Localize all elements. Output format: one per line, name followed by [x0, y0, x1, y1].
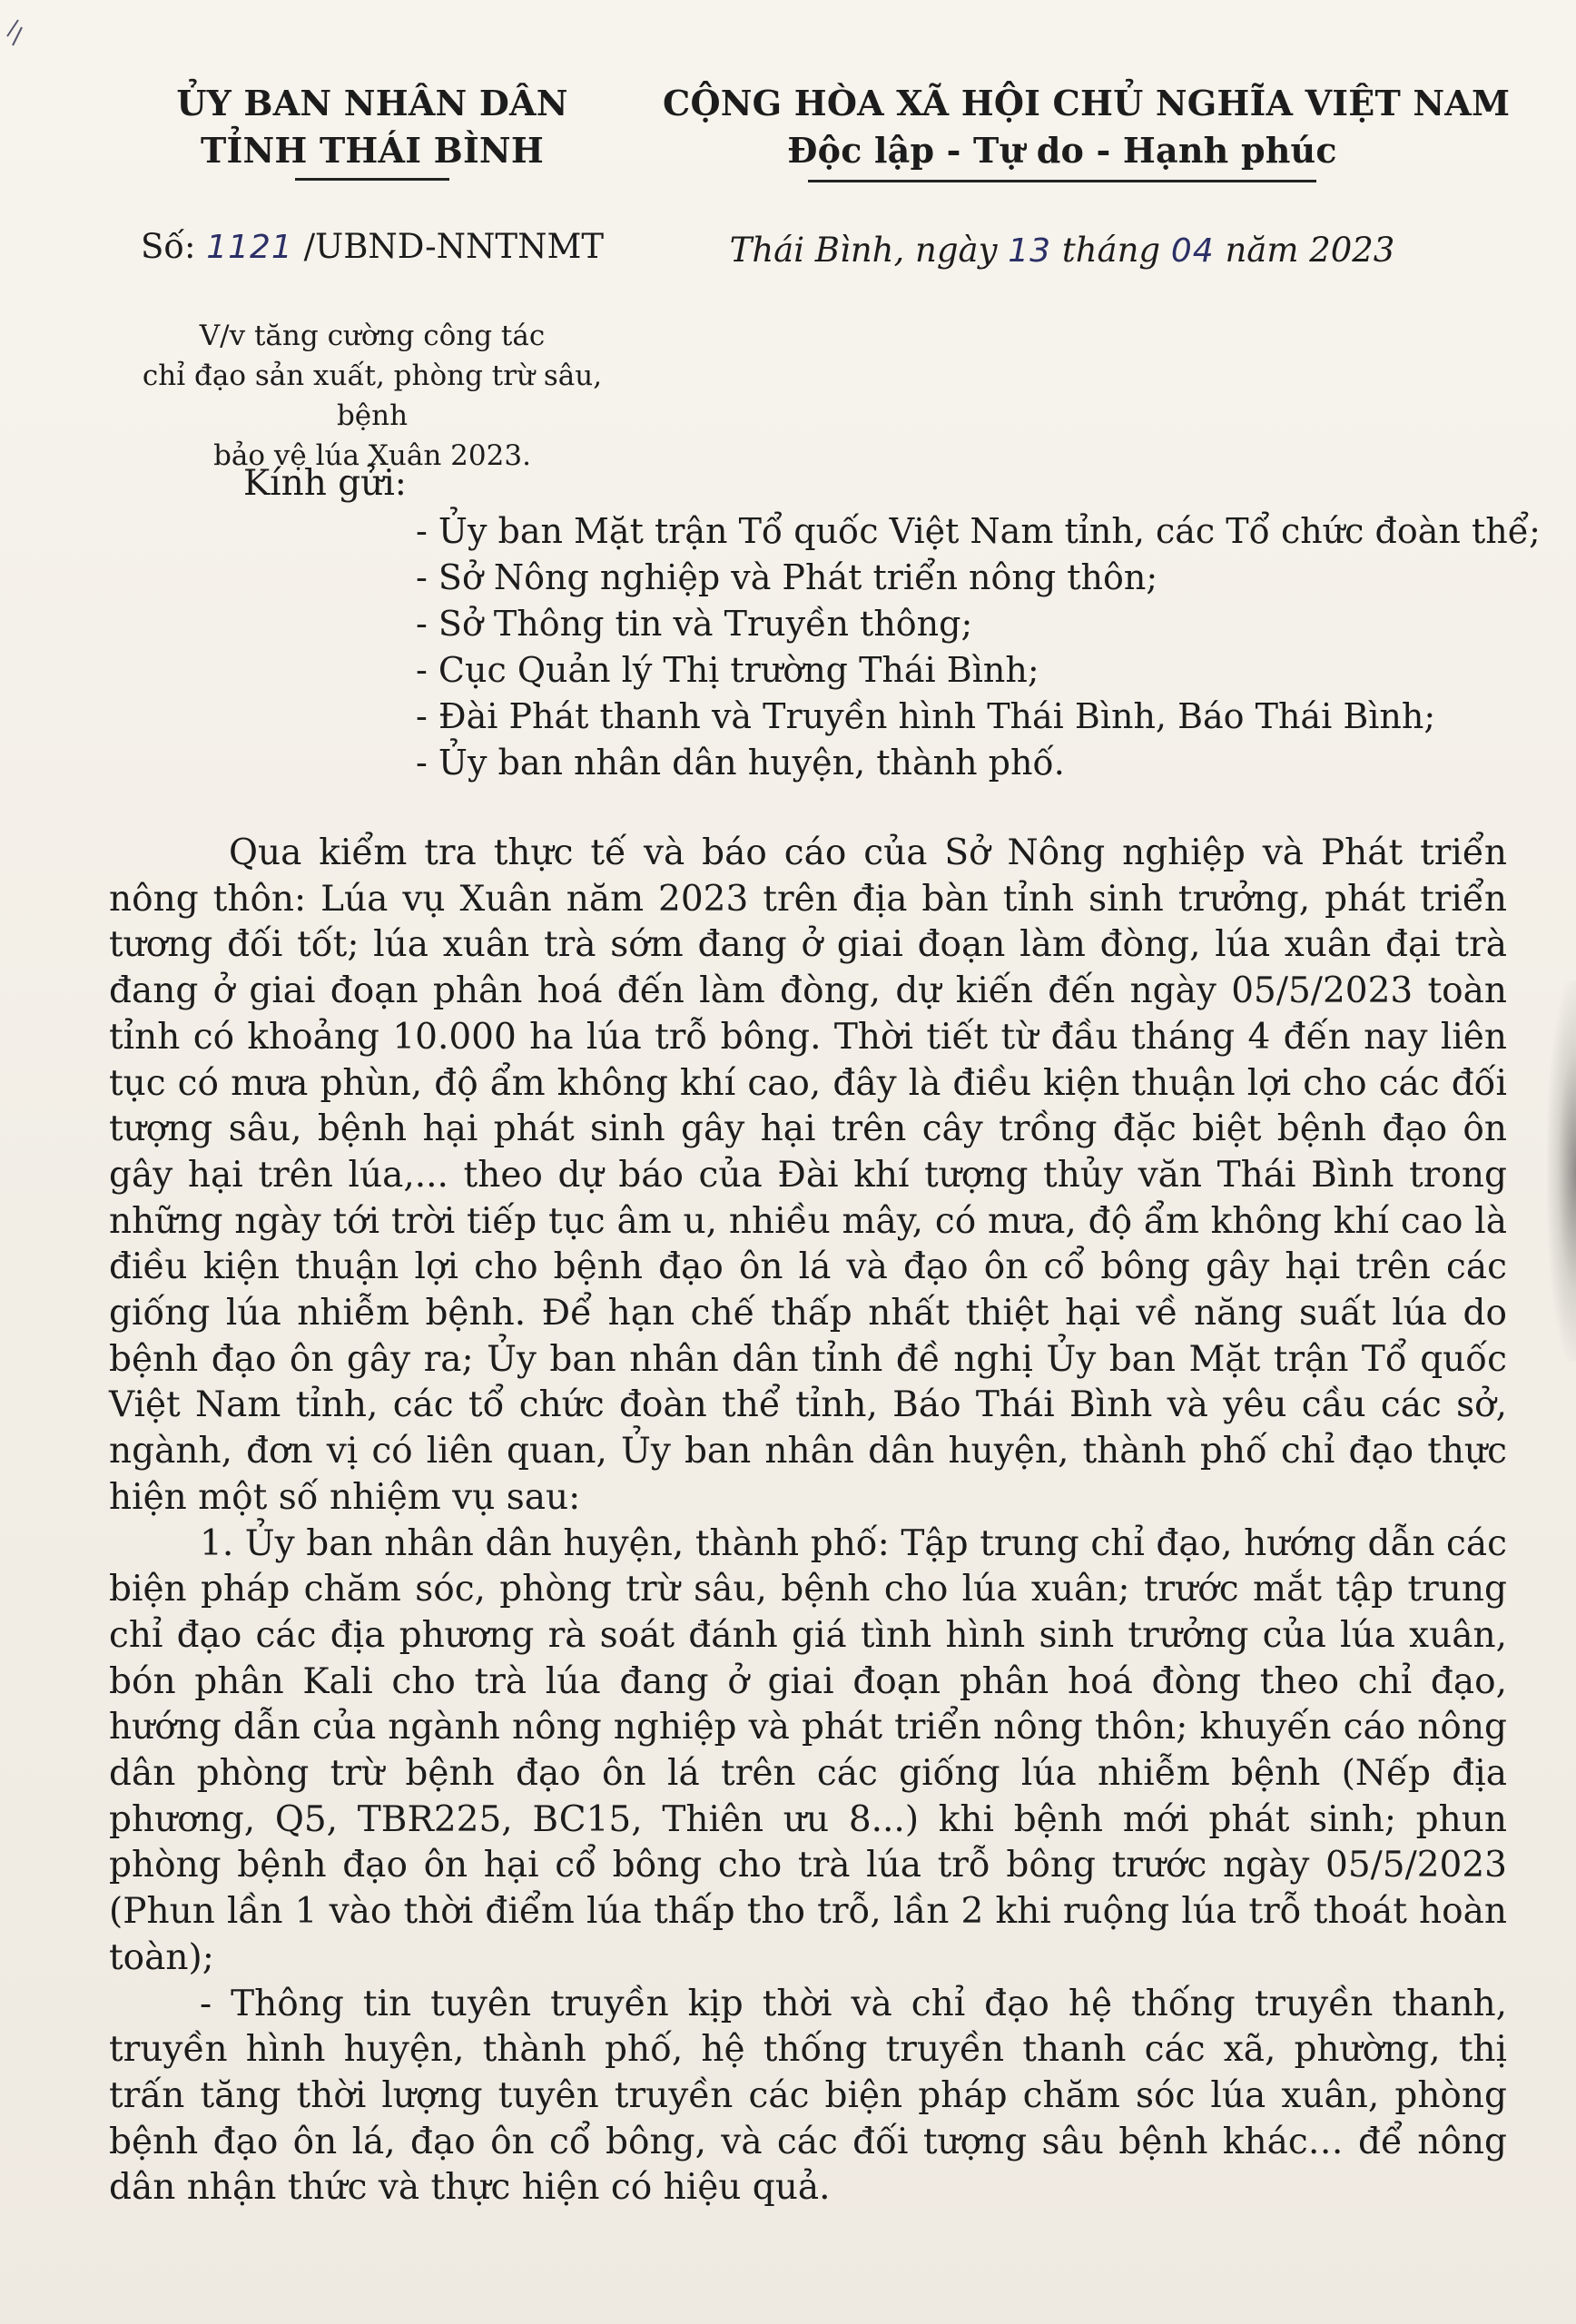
recipient-item: - Sở Nông nghiệp và Phát triển nông thôn;	[416, 557, 1158, 597]
recipient-item: - Cục Quản lý Thị trường Thái Bình;	[416, 650, 1039, 690]
date-month: 04	[1170, 232, 1215, 270]
subject-line-3: bảo vệ lúa Xuân 2023.	[213, 439, 531, 472]
document-number-prefix: Số:	[140, 227, 196, 266]
agency-province: TỈNH THÁI BÌNH	[201, 130, 544, 171]
document-number-suffix: /UBND-NNTNMT	[303, 227, 605, 266]
page-edge-shadow	[1547, 980, 1576, 1362]
corner-mark	[0, 0, 54, 54]
recipient-item: - Đài Phát thanh và Truyền hình Thái Bình, Báo Thái Bình;	[416, 696, 1436, 736]
salutation: Kính gửi:	[243, 463, 407, 504]
document-date	[663, 228, 1462, 274]
body-dash-item: - Thông tin tuyên truyền kịp thời và chỉ đạo hệ thống truyền thanh, truyền hình huyện, thành phố, hệ thống truyền thanh các xã, phường, thị trấn tăng thời lượng tuyên truyền các biện pháp chăm sóc lúa xuân, phòng bệnh đạo ôn lá, đạo ôn cổ bông, và các đối tượng sâu bệnh khác… để nông dân nhận thức và thực hiện có hiệu quả.	[109, 1983, 1507, 2209]
date-day: 13	[1008, 232, 1052, 270]
recipient-item: - Ủy ban nhân dân huyện, thành phố.	[416, 743, 1065, 783]
subject-line-2: chỉ đạo sản xuất, phòng trừ sâu, bệnh	[142, 359, 603, 432]
national-motto: Độc lập - Tự do - Hạnh phúc	[787, 130, 1337, 171]
recipient-list	[416, 508, 1542, 786]
national-title: CỘNG HÒA XÃ HỘI CHỦ NGHĨA VIỆT NAM	[663, 83, 1511, 123]
date-year: năm 2023	[1225, 231, 1395, 270]
agency-underline	[295, 178, 449, 181]
document-number-value: 1121	[206, 229, 293, 266]
recipient-item: - Ủy ban Mặt trận Tổ quốc Việt Nam tỉnh, các Tổ chức đoàn thể;	[416, 511, 1541, 551]
motto-underline	[808, 180, 1316, 182]
date-month-label: tháng	[1061, 231, 1161, 270]
subject-line-1: V/v tăng cường công tác	[199, 320, 546, 352]
national-header-block	[663, 80, 1511, 274]
agency-name: ỦY BAN NHÂN DÂN	[176, 83, 568, 123]
recipient-item: - Sở Thông tin và Truyền thông;	[416, 604, 973, 644]
body-paragraph-intro: Qua kiểm tra thực tế và báo cáo của Sở Nông nghiệp và Phát triển nông thôn: Lúa vụ Xuân năm 2023 trên địa bàn tỉnh sinh trưởng, phát triển tương đối tốt; lúa xuân trà sớm đang ở giai đoạn làm đòng, lúa xuân đại trà đang ở giai đoạn phân hoá đến làm đòng, dự kiến đến ngày 05/5/2023 toàn tỉnh có khoảng 10.000 ha lúa trỗ bông. Thời tiết từ đầu tháng 4 đến nay liên tục có mưa phùn, độ ẩm không khí cao, đây là điều kiện thuận lợi cho các đối tượng sâu, bệnh hại phát sinh gây hại trên cây trồng đặc biệt bệnh đạo ôn gây hại trên lúa,... theo dự báo của Đài khí tượng thủy văn Thái Bình trong những ngày tới trời tiếp tục âm u, nhiều mây, có mưa, độ ẩm không khí cao là điều kiện thuận lợi cho bệnh đạo ôn lá và đạo ôn cổ bông gây hại trên các giống lúa nhiễm bệnh. Để hạn chế thấp nhất thiệt hại về năng suất lúa do bệnh đạo ôn gây ra; Ủy ban nhân dân tỉnh đề nghị Ủy ban Mặt trận Tổ quốc Việt Nam tỉnh, các tổ chức đoàn thể tỉnh, Báo Thái Bình và yêu cầu các sở, ngành, đơn vị có liên quan, Ủy ban nhân dân huyện, thành phố chỉ đạo thực hiện một số nhiệm vụ sau:	[109, 832, 1507, 1518]
date-prefix: Thái Bình, ngày	[729, 231, 998, 270]
issuing-agency-block	[118, 80, 626, 476]
subject-block	[118, 316, 626, 476]
body-item-1: 1. Ủy ban nhân dân huyện, thành phố: Tập trung chỉ đạo, hướng dẫn các biện pháp chăm sóc, phòng trừ sâu, bệnh cho lúa xuân; trước mắt tập trung chỉ đạo các địa phương rà soát đánh giá tình hình sinh trưởng của lúa xuân, bón phân Kali cho trà lúa đang ở giai đoạn phân hoá đòng theo chỉ đạo, hướng dẫn của ngành nông nghiệp và phát triển nông thôn; khuyến cáo nông dân phòng trừ bệnh đạo ôn lá trên các giống lúa nhiễm bệnh (Nếp địa phương, Q5, TBR225, BC15, Thiên ưu 8...) khi bệnh mới phát sinh; phun phòng bệnh đạo ôn hại cổ bông cho trà lúa trỗ bông trước ngày 05/5/2023 (Phun lần 1 vào thời điểm lúa thấp tho trỗ, lần 2 khi ruộng lúa trỗ thoát hoàn toàn);	[109, 1522, 1507, 1978]
document-body	[109, 831, 1507, 2211]
document-number	[118, 224, 626, 271]
